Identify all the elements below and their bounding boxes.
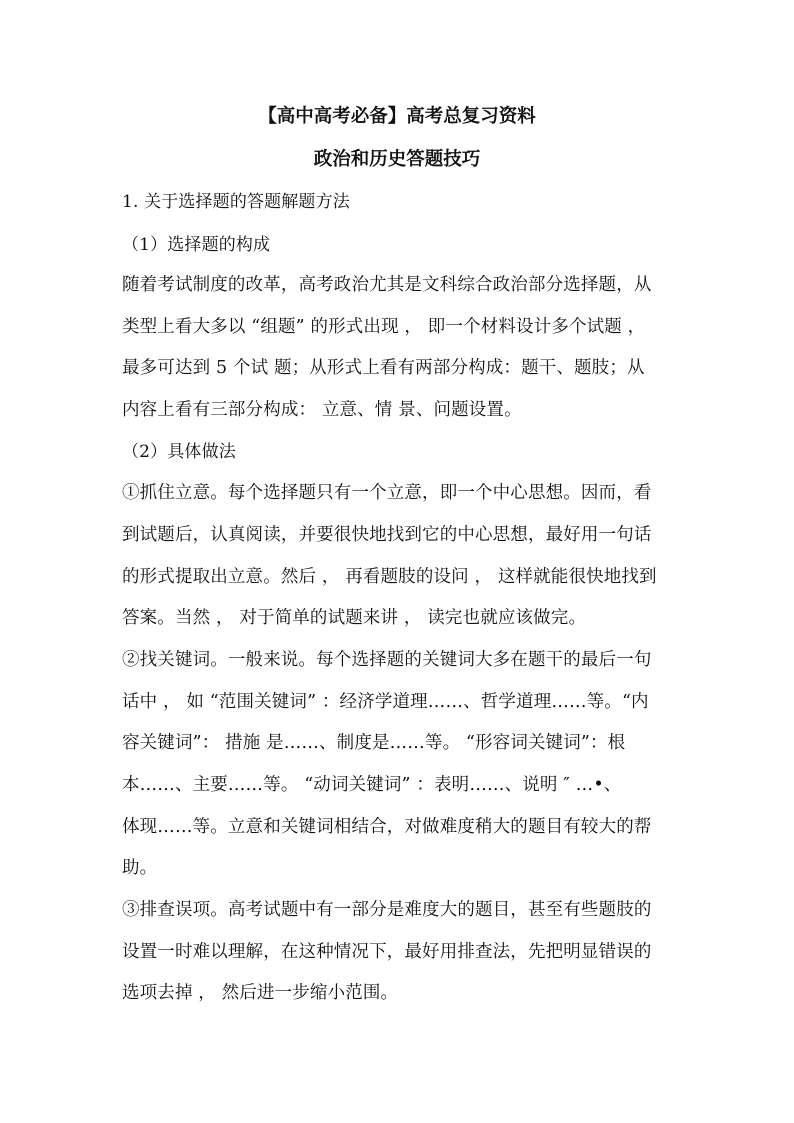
paragraph-line: 内容上看有三部分构成： 立意、情 景、问题设置。: [122, 400, 522, 420]
paragraph-line: 本……、主要……等。 “动词关键词” ：表明……、说明 ″ …•、: [122, 775, 622, 795]
subsection-heading: （1）选择题的构成: [122, 235, 271, 255]
paragraph-line: 随着考试制度的改革，高考政治尤其是文科综合政治部分选择题，从: [122, 275, 652, 295]
document-subtitle: 政治和历史答题技巧: [313, 149, 481, 170]
subsection-heading: （2）具体做法: [122, 442, 236, 462]
paragraph-line: 容关键词”： 措施 是……、制度是……等。 “形容词关键词”：根: [122, 733, 626, 753]
document-title: 【高中高考必备】高考总复习资料: [258, 106, 536, 127]
paragraph-line: 最多可达到 5 个试 题；从形式上看有两部分构成：题干、题肢；从: [122, 358, 645, 378]
paragraph-line: 类型上看大多以 “组题” 的形式出现 ， 即一个材料设计多个试题 ，: [122, 317, 646, 337]
paragraph-line: 选项去掉 ， 然后进一步缩小范围。: [122, 983, 399, 1003]
paragraph-line: ③排查误项。高考试题中有一部分是难度大的题目，甚至有些题肢的: [122, 900, 652, 920]
paragraph-line: ①抓住立意。每个选择题只有一个立意，即一个中心思想。因而，看: [122, 483, 652, 503]
paragraph-line: 助。: [122, 858, 158, 878]
paragraph-line: 话中 ， 如 “范围关键词” ：经济学道理……、哲学道理……等。“内: [122, 692, 649, 712]
paragraph-line: 答案。当然 ， 对于简单的试题来讲 ， 读完也就应该做完。: [122, 608, 587, 628]
paragraph-line: 到试题后，认真阅读，并要很快地找到它的中心思想，最好用一句话: [122, 525, 652, 545]
paragraph-line: 体现……等。立意和关键词相结合，对做难度稍大的题目有较大的帮: [122, 817, 652, 837]
section-heading: 1. 关于选择题的答题解题方法: [122, 192, 350, 212]
paragraph-line: 设置一时难以理解，在这种情况下，最好用排查法，先把明显错误的: [122, 942, 652, 962]
paragraph-line: ②找关键词。一般来说。每个选择题的关键词大多在题干的最后一句: [122, 650, 652, 670]
paragraph-line: 的形式提取出立意。然后 ， 再看题肢的设问 ， 这样就能很快地找到: [122, 567, 657, 587]
